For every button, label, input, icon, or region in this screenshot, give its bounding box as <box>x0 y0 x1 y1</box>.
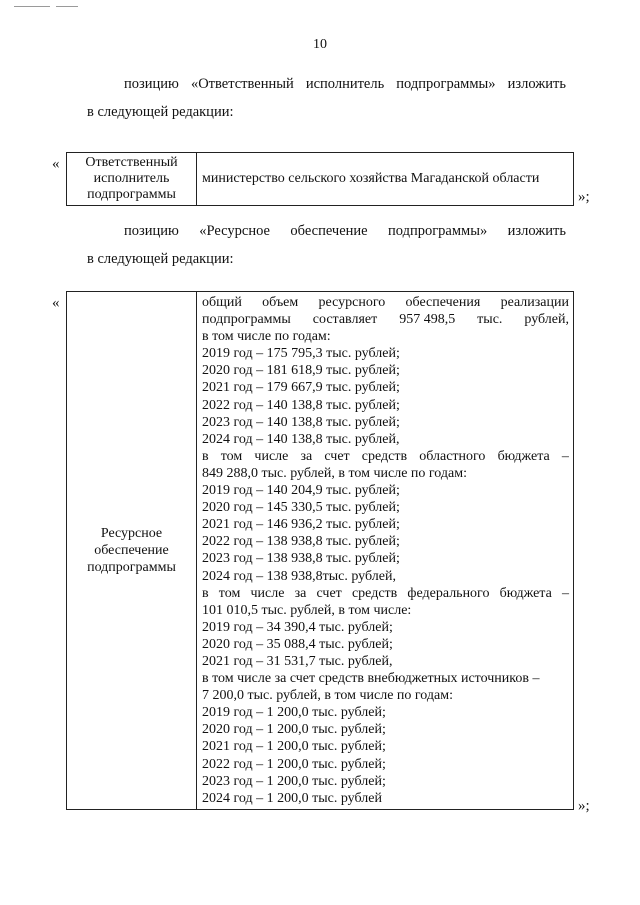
resource-line: 2022 год – 140 138,8 тыс. рублей; <box>202 397 400 413</box>
word: «Ответственный <box>190 76 294 92</box>
word: счет <box>316 585 342 601</box>
word: изложить <box>507 223 566 239</box>
word: позицию <box>124 223 179 239</box>
paragraph-1 <box>124 75 566 93</box>
close-quote: »; <box>578 798 590 814</box>
word: федерального <box>407 585 490 601</box>
resource-line: 2024 год – 1 200,0 тыс. рублей <box>202 790 382 806</box>
word: – <box>561 448 569 464</box>
resource-line: 2019 год – 175 795,3 тыс. рублей; <box>202 346 400 362</box>
word: ресурсного <box>318 295 386 310</box>
resource-line: 2021 год – 1 200,0 тыс. рублей; <box>202 739 386 755</box>
word: том <box>220 448 243 464</box>
resource-provision-table <box>66 291 574 810</box>
resource-line: в том числе за счет средств внебюджетных источников – <box>202 671 540 687</box>
resource-line: 2022 год – 1 200,0 тыс. рублей; <box>202 756 386 772</box>
word: том <box>218 585 241 601</box>
word: в <box>202 585 209 601</box>
word: подпрограммы <box>202 312 291 328</box>
page-number: 10 <box>313 37 327 52</box>
resource-line: 2020 год – 1 200,0 тыс. рублей; <box>202 722 386 738</box>
word: реализации <box>500 295 569 310</box>
paragraph-1-line-2: в следующей редакции: <box>87 104 234 120</box>
word: обеспечение <box>290 223 368 239</box>
resource-line: 2019 год – 34 390,4 тыс. рублей; <box>202 619 393 635</box>
word: подпрограммы» <box>388 223 488 239</box>
resource-line: 2022 год – 138 938,8 тыс. рублей; <box>202 534 400 550</box>
resource-line: 2021 год – 31 531,7 тыс. рублей, <box>202 653 393 669</box>
word: подпрограммы» <box>396 76 496 92</box>
resource-line: 2023 год – 140 138,8 тыс. рублей; <box>202 414 400 430</box>
scan-artifact <box>56 6 78 7</box>
word: за <box>294 585 307 601</box>
resource-line: 2019 год – 140 204,9 тыс. рублей; <box>202 483 400 499</box>
resource-line: 2021 год – 146 936,2 тыс. рублей; <box>202 517 400 533</box>
responsible-executor-table <box>66 152 574 206</box>
paragraph-2-line-2: в следующей редакции: <box>87 251 234 267</box>
word: бюджета <box>497 448 550 464</box>
close-quote: »; <box>578 189 590 205</box>
label-line: Ответственный <box>85 155 178 170</box>
table-value-cell: министерство сельского хозяйства Магаданской области <box>197 153 574 206</box>
open-quote: « <box>52 295 60 311</box>
label-line: исполнитель <box>93 171 170 186</box>
resource-line: 101 010,5 тыс. рублей, в том числе: <box>202 602 412 618</box>
resource-line: 2024 год – 140 138,8 тыс. рублей, <box>202 431 400 447</box>
word: числе <box>250 585 285 601</box>
word: обеспечения <box>405 295 481 310</box>
paragraph-2 <box>124 222 566 240</box>
word: средств <box>361 448 408 464</box>
table-label-cell <box>67 153 197 206</box>
resource-line: в том числе по годам: <box>202 329 331 345</box>
paragraph-2-line-1 <box>124 222 566 240</box>
resource-line <box>202 585 569 602</box>
resource-line <box>202 448 569 465</box>
word: рублей, <box>524 312 569 328</box>
word: счет <box>324 448 350 464</box>
word: объем <box>262 295 299 310</box>
resource-line: 2023 год – 1 200,0 тыс. рублей; <box>202 773 386 789</box>
word: составляет <box>312 312 378 328</box>
resource-line <box>202 311 569 328</box>
word: в <box>202 448 209 464</box>
word: областного <box>419 448 486 464</box>
word: позицию <box>124 76 179 92</box>
open-quote: « <box>52 156 60 172</box>
word: числе <box>254 448 289 464</box>
resource-line: 2024 год – 138 938,8тыс. рублей, <box>202 568 396 584</box>
word: исполнитель <box>305 76 385 92</box>
word: бюджета <box>499 585 552 601</box>
resource-line: 2020 год – 35 088,4 тыс. рублей; <box>202 636 393 652</box>
word: 957 498,5 <box>399 312 456 328</box>
word: «Ресурсное <box>199 223 270 239</box>
table-row <box>67 292 574 810</box>
label-line: подпрограммы <box>87 559 176 575</box>
resource-line <box>202 294 569 311</box>
table-row <box>67 153 574 206</box>
paragraph-1-line-1 <box>124 75 566 93</box>
table-value-cell <box>197 292 574 810</box>
resource-line: 2019 год – 1 200,0 тыс. рублей; <box>202 705 386 721</box>
word: за <box>300 448 313 464</box>
resource-line: 2021 год – 179 667,9 тыс. рублей; <box>202 380 400 396</box>
resource-line: 2020 год – 181 618,9 тыс. рублей; <box>202 363 400 379</box>
table-label-cell <box>67 292 197 810</box>
label-line: Ресурсное <box>100 525 163 541</box>
label-line: подпрограммы <box>87 187 176 202</box>
word: тыс. <box>477 312 503 328</box>
word: – <box>561 585 569 601</box>
resource-line: 2020 год – 145 330,5 тыс. рублей; <box>202 500 400 516</box>
word: изложить <box>507 76 566 92</box>
scan-artifact <box>14 6 50 7</box>
resource-line: 2023 год – 138 938,8 тыс. рублей; <box>202 551 400 567</box>
label-line: обеспечение <box>94 542 169 558</box>
word: общий <box>202 295 242 310</box>
resource-line: 849 288,0 тыс. рублей, в том числе по годам: <box>202 465 467 481</box>
word: средств <box>351 585 398 601</box>
resource-line: 7 200,0 тыс. рублей, в том числе по годам: <box>202 688 453 704</box>
